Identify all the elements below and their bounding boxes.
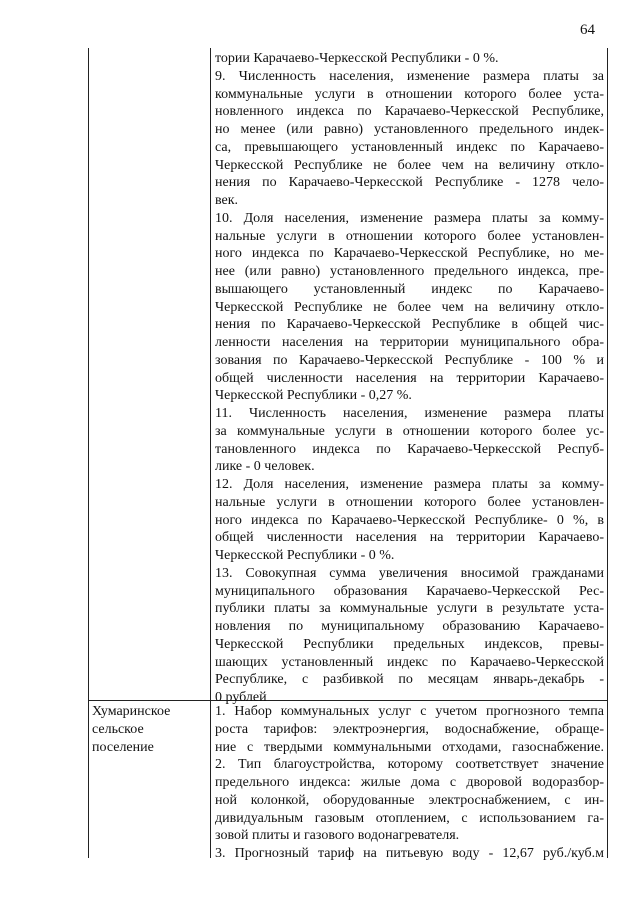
text-line: ленности населения на территории муниципального обра-	[215, 335, 604, 350]
text-line: Республике, с разбивкой по месяцам январь-декабрь -	[215, 672, 604, 688]
indicator-cell	[212, 703, 606, 863]
text-line: общей численности населения на территории Карачаево-	[215, 370, 604, 386]
text-line: ного индекса по Карачаево-Черкесской Республике- 0 %, в	[215, 512, 604, 528]
text-line: новления по муниципальному образованию Карачаево-	[215, 619, 604, 634]
text-line: нее (или равно) установленного предельного индекса, пре-	[215, 264, 604, 279]
text-line: 13. Совокупная сумма увеличения вносимой гражданами	[215, 565, 604, 581]
text-line: Черкесской Республики предельных индексов, превы-	[215, 636, 604, 652]
text-line: век.	[215, 193, 239, 208]
text-line: Черкесской Республике не более чем на величину откло-	[215, 299, 604, 315]
text-line: нальные услуги в отношении которого более установлен-	[215, 494, 604, 510]
text-line: но менее (или равно) установленного предельного индек-	[215, 122, 604, 137]
text-line: 3. Прогнозный тариф на питьевую воду - 12,67 руб./куб.м	[215, 846, 604, 861]
district-name-line: Хумаринское	[92, 704, 171, 719]
district-name-line: сельское	[92, 721, 144, 737]
table-column-divider	[210, 48, 211, 858]
text-line: Черкесской Республики - 0 %.	[215, 548, 395, 563]
text-line: Черкесской Республике не более чем на величину отклo-	[215, 157, 604, 173]
text-line: общей численности населения на территории Карачаево-	[215, 530, 604, 546]
text-line: са, превышающего установленный индекс по Карачаево-	[215, 139, 604, 155]
text-line: вышающего установленный индекс по Карачаево-	[215, 281, 604, 297]
document-table	[88, 48, 608, 861]
text-line: 10. Доля населения, изменение размера платы за комму-	[215, 210, 604, 226]
text-line: шающих установленный индекс по Карачаево-Черкесской	[215, 654, 604, 670]
text-line: 9. Численность населения, изменение размера платы за	[215, 68, 604, 84]
text-line: 1. Набор коммунальных услуг с учетом прогнозного темпа	[215, 704, 604, 719]
page-number: 64	[580, 22, 595, 38]
text-line: лике - 0 человек.	[215, 459, 315, 475]
text-line: 11. Численность населения, изменение размера платы	[215, 406, 604, 421]
text-line: нальные услуги в отношении которого более установлен-	[215, 228, 604, 244]
text-line: нения по Карачаево-Черкесской Республике в общей чис-	[215, 317, 604, 333]
text-line: 2. Тип благоустройства, которому соответствует значение	[215, 757, 604, 773]
text-line: тановленного индекса по Карачаево-Черкесской Респуб-	[215, 441, 604, 457]
indicator-cell	[212, 50, 606, 707]
text-line: публики платы за коммунальные услуги в результате уста-	[215, 601, 604, 617]
text-line: за коммунальные услуги в отношении которого более ус-	[215, 423, 604, 439]
text-line: роста тарифов: электроэнергия, водоснабжение, обраще-	[215, 721, 604, 737]
district-cell	[88, 703, 210, 756]
text-line: тории Карачаево-Черкесской Республики - 0 %.	[215, 51, 499, 66]
text-line: предельного индекса: жилые дома с дворовой водоразбор-	[215, 775, 604, 790]
text-line: нения по Карачаево-Черкесской Республике - 1278 чело-	[215, 175, 604, 191]
text-line: ной колонкой, оборудованные электроснабжением, с ин-	[215, 792, 604, 808]
text-line: 0 рублей	[215, 690, 267, 705]
text-line: новленного индекса по Карачаево-Черкесской Республике,	[215, 104, 604, 120]
text-line: ние с твердыми коммунальными отходами, газоснабжение.	[215, 739, 604, 755]
text-line: зования по Карачаево-Черкесской Республике - 100 % и	[215, 352, 604, 368]
table-border-right	[607, 48, 608, 858]
text-line: муниципального образования Карачаево-Черкесской Рес-	[215, 583, 604, 599]
text-line: зовой плиты и газового водонагревателя.	[215, 828, 460, 844]
text-line: 12. Доля населения, изменение размера платы за комму-	[215, 477, 604, 492]
district-name-line: поселение	[92, 739, 154, 755]
text-line: Черкесской Республики - 0,27 %.	[215, 388, 412, 404]
text-line: дивидуальным газовым отоплением, с использованием га-	[215, 810, 604, 826]
text-line: ного индекса по Карачаево-Черкесской Республике, но ме-	[215, 246, 604, 262]
text-line: коммунальные услуги в отношении которого более уста-	[215, 86, 604, 102]
